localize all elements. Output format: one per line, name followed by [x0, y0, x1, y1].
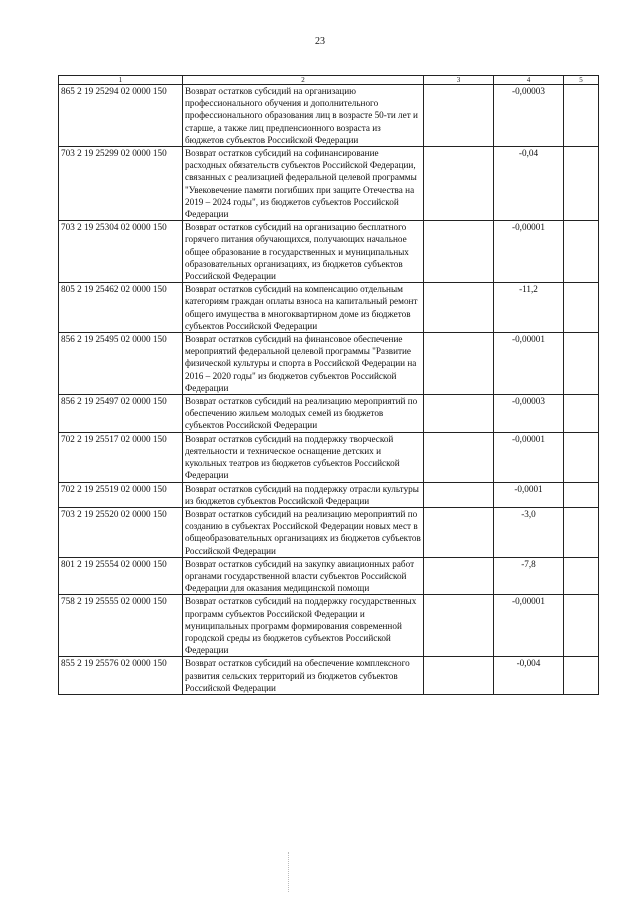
item-description: Возврат остатков субсидий на компенсацию отдельным категориям граждан оплаты взноса на капитальный ремонт общего имущества в многоквартирном доме из бюджетов субъектов Российской Федерации — [183, 283, 424, 333]
table-row — [59, 85, 599, 147]
column-5-cell — [564, 482, 599, 507]
item-description: Возврат остатков субсидий на софинансирование расходных обязательств субъектов Российской Федерации, связанных с реализацией федеральной целевой программы "Увековечение памяти погибших при защите Отечества на 2019 – 2024 годы", из бюджетов субъектов Российской Федерации — [183, 147, 424, 221]
page-number: 23 — [315, 36, 325, 47]
amount: -0,0001 — [494, 482, 564, 507]
item-description: Возврат остатков субсидий на закупку авиационных работ органами государственной власти субъектов Российской Федерации для оказания медицинской помощи — [183, 557, 424, 595]
table-row — [59, 333, 599, 395]
column-3-cell — [424, 432, 494, 482]
column-3-cell — [424, 283, 494, 333]
column-5-cell — [564, 595, 599, 657]
column-5-cell — [564, 85, 599, 147]
column-header-5: 5 — [564, 76, 599, 85]
budget-code: 805 2 19 25462 02 0000 150 — [59, 283, 183, 333]
table-row — [59, 221, 599, 283]
amount: -7,8 — [494, 557, 564, 595]
budget-code: 702 2 19 25519 02 0000 150 — [59, 482, 183, 507]
column-5-cell — [564, 283, 599, 333]
column-3-cell — [424, 657, 494, 695]
table-row — [59, 557, 599, 595]
column-5-cell — [564, 395, 599, 433]
column-3-cell — [424, 147, 494, 221]
table-row — [59, 657, 599, 695]
column-5-cell — [564, 507, 599, 557]
budget-code: 702 2 19 25517 02 0000 150 — [59, 432, 183, 482]
column-5-cell — [564, 221, 599, 283]
budget-code: 703 2 19 25304 02 0000 150 — [59, 221, 183, 283]
table-row — [59, 147, 599, 221]
budget-code: 703 2 19 25520 02 0000 150 — [59, 507, 183, 557]
column-3-cell — [424, 557, 494, 595]
amount: -0,00001 — [494, 595, 564, 657]
column-5-cell — [564, 147, 599, 221]
column-5-cell — [564, 333, 599, 395]
budget-code: 703 2 19 25299 02 0000 150 — [59, 147, 183, 221]
amount: -0,00003 — [494, 395, 564, 433]
table-row — [59, 507, 599, 557]
budget-code: 856 2 19 25497 02 0000 150 — [59, 395, 183, 433]
item-description: Возврат остатков субсидий на поддержку творческой деятельности и техническое оснащение детских и кукольных театров из бюджетов субъектов Российской Федерации — [183, 432, 424, 482]
amount: -0,04 — [494, 147, 564, 221]
amount: -0,00003 — [494, 85, 564, 147]
column-3-cell — [424, 482, 494, 507]
column-3-cell — [424, 85, 494, 147]
item-description: Возврат остатков субсидий на организацию профессионального обучения и дополнительного профессионального образования лиц в возрасте 50-ти лет и старше, а также лиц предпенсионного возраста из бюджетов субъектов Российской Федерации — [183, 85, 424, 147]
item-description: Возврат остатков субсидий на поддержку отрасли культуры из бюджетов субъектов Российской Федерации — [183, 482, 424, 507]
table-row — [59, 432, 599, 482]
amount: -0,00001 — [494, 221, 564, 283]
column-header-2: 2 — [183, 76, 424, 85]
column-3-cell — [424, 595, 494, 657]
item-description: Возврат остатков субсидий на организацию бесплатного горячего питания обучающихся, получающих начальное общее образование в государственных и муниципальных образовательных организациях, из бюджетов субъектов Российской Федерации — [183, 221, 424, 283]
item-description: Возврат остатков субсидий на поддержку государственных программ субъектов Российской Федерации и муниципальных программ формирования современной городской среды из бюджетов субъектов Российской Федерации — [183, 595, 424, 657]
amount: -0,00001 — [494, 432, 564, 482]
amount: -3,0 — [494, 507, 564, 557]
column-5-cell — [564, 657, 599, 695]
item-description: Возврат остатков субсидий на реализацию мероприятий по созданию в субъектах Российской Федерации новых мест в общеобразовательных организациях из бюджетов субъектов Российской Федерации — [183, 507, 424, 557]
column-3-cell — [424, 507, 494, 557]
table-header-row — [59, 76, 599, 85]
column-5-cell — [564, 557, 599, 595]
budget-code: 855 2 19 25576 02 0000 150 — [59, 657, 183, 695]
scan-artifact — [288, 852, 301, 892]
column-5-cell — [564, 432, 599, 482]
column-3-cell — [424, 221, 494, 283]
column-3-cell — [424, 333, 494, 395]
table-row — [59, 595, 599, 657]
item-description: Возврат остатков субсидий на финансовое обеспечение мероприятий федеральной целевой программы "Развитие физической культуры и спорта в Российской Федерации на 2016 – 2020 годы" из бюджетов субъектов Российской Федерации — [183, 333, 424, 395]
item-description: Возврат остатков субсидий на обеспечение комплексного развития сельских территорий из бюджетов субъектов Российской Федерации — [183, 657, 424, 695]
table-row — [59, 283, 599, 333]
amount: -0,00001 — [494, 333, 564, 395]
table-row — [59, 395, 599, 433]
table-row — [59, 482, 599, 507]
budget-table — [58, 75, 599, 695]
budget-code: 865 2 19 25294 02 0000 150 — [59, 85, 183, 147]
budget-code: 758 2 19 25555 02 0000 150 — [59, 595, 183, 657]
column-3-cell — [424, 395, 494, 433]
column-header-4: 4 — [494, 76, 564, 85]
amount: -11,2 — [494, 283, 564, 333]
budget-code: 801 2 19 25554 02 0000 150 — [59, 557, 183, 595]
amount: -0,004 — [494, 657, 564, 695]
budget-code: 856 2 19 25495 02 0000 150 — [59, 333, 183, 395]
column-header-1: 1 — [59, 76, 183, 85]
item-description: Возврат остатков субсидий на реализацию мероприятий по обеспечению жильем молодых семей из бюджетов субъектов Российской Федерации — [183, 395, 424, 433]
column-header-3: 3 — [424, 76, 494, 85]
